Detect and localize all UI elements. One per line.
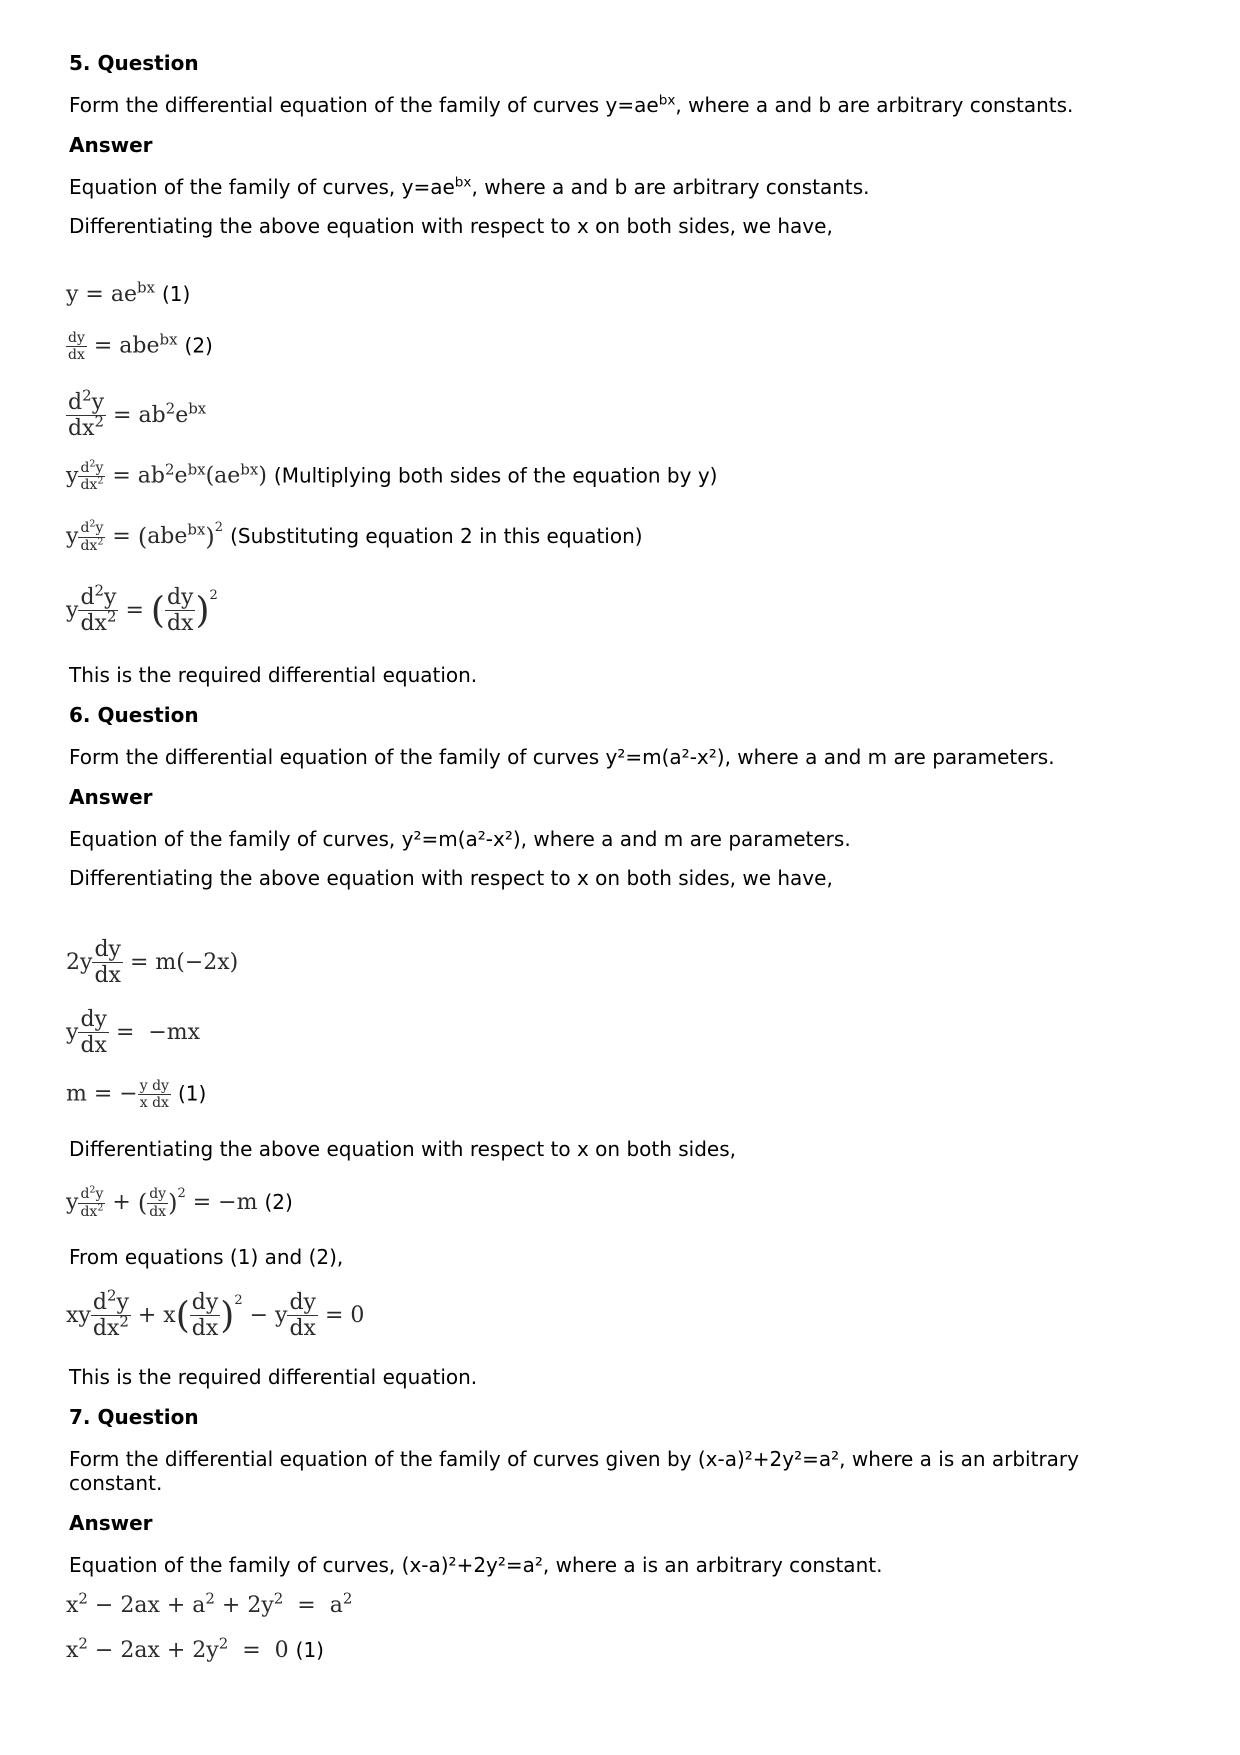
q5-heading: 5. Question — [69, 51, 199, 75]
q7-question-line-1: Form the differential equation of the family of curves given by (x-a)²+2y²=a², where a is an arbitrary — [69, 1447, 1079, 1471]
q6-equation-5: xy $\frac{d^2y}{dx^2}$ + x( $\frac{dy}{dx}$ )$^2$ − y $\frac{dy}{dx}$ = 0 — [66, 1286, 365, 1342]
q6-answer-line-1: Equation of the family of curves, y²=m(a²-x²), where a and m are parameters. — [69, 827, 851, 851]
q7-answer-line-1: Equation of the family of curves, (x-a)²+2y²=a², where a is an arbitrary constant. — [69, 1553, 883, 1577]
q7-heading: 7. Question — [69, 1405, 199, 1429]
q5-equation-1: $y = ae^{bx}$ (1) — [66, 278, 191, 307]
equation-tag: (2) — [264, 1190, 293, 1214]
q7-answer-label: Answer — [69, 1511, 153, 1535]
q6-answer-label: Answer — [69, 785, 153, 809]
q5-equation-2: $\frac{dy}{dx}$ = abe$^{bx}$ (2) — [68, 330, 213, 364]
q6-answer-line-4: From equations (1) and (2), — [69, 1245, 344, 1269]
q5-question: Form the differential equation of the family of curves $y=ae^{bx}$, where a and b are arbitrary constants. — [69, 92, 1074, 117]
equation-tag: (1) — [295, 1638, 324, 1662]
q5-equation-3: $\frac{d^2y}{dx^2}$ = $ab^2e^{bx}$ — [68, 386, 207, 442]
q5-equation-5: y $\frac{d^2y}{dx^2}$ = $(abe^{bx})^2$ (Substituting equation 2 in this equation) — [66, 518, 643, 554]
q5-answer-line-1: Equation of the family of curves, $y=ae^{bx}$, where a and b are arbitrary constants. — [69, 174, 870, 199]
q5-answer-label: Answer — [69, 133, 153, 157]
q5-equation-4: y $\frac{d^2y}{dx^2}$ = $ab^2e^{bx}(ae^{bx})$ (Multiplying both sides of the equation by y) — [66, 458, 718, 494]
equation-tag: (1) — [162, 282, 191, 306]
q6-heading: 6. Question — [69, 703, 199, 727]
q5-conclusion: This is the required differential equation. — [69, 663, 478, 687]
q6-equation-2: y $\frac{dy}{dx}$ = −mx — [66, 1007, 201, 1059]
equation-note: (Substituting equation 2 in this equation) — [230, 524, 643, 548]
q6-equation-4: y $\frac{d^2y}{dx^2}$ + ( $\frac{dy}{dx}$ )$^2$ = −m (2) — [66, 1184, 293, 1220]
q5-answer-line-2: Differentiating the above equation with respect to x on both sides, we have, — [69, 214, 833, 238]
equation-tag: (2) — [184, 333, 213, 358]
q6-equation-3: m = − $\frac{\text{y dy}}{\text{x dx}}$ (1) — [66, 1078, 207, 1112]
q6-answer-line-3: Differentiating the above equation with respect to x on both sides, — [69, 1137, 737, 1161]
q7-equation-2: $x^2 - 2ax + 2y^2 = 0$ (1) — [66, 1634, 324, 1663]
q6-answer-line-2: Differentiating the above equation with respect to x on both sides, we have, — [69, 866, 833, 890]
q6-conclusion: This is the required differential equation. — [69, 1365, 478, 1389]
q6-equation-1: 2y $\frac{dy}{dx}$ = m(−2x) — [66, 937, 239, 989]
q7-equation-1: $x^2 - 2ax + a^2 + 2y^2 = a^2$ — [66, 1589, 353, 1618]
equation-tag: (1) — [177, 1081, 207, 1106]
q7-question-line-2: constant. — [69, 1471, 163, 1495]
q5-equation-6: y $\frac{d^2y}{dx^2}$ = ( $\frac{dy}{dx}$ )$^2$ — [66, 581, 218, 637]
q6-question: Form the differential equation of the family of curves y²=m(a²-x²), where a and m are parameters. — [69, 745, 1055, 769]
equation-note: (Multiplying both sides of the equation by y) — [273, 463, 718, 488]
